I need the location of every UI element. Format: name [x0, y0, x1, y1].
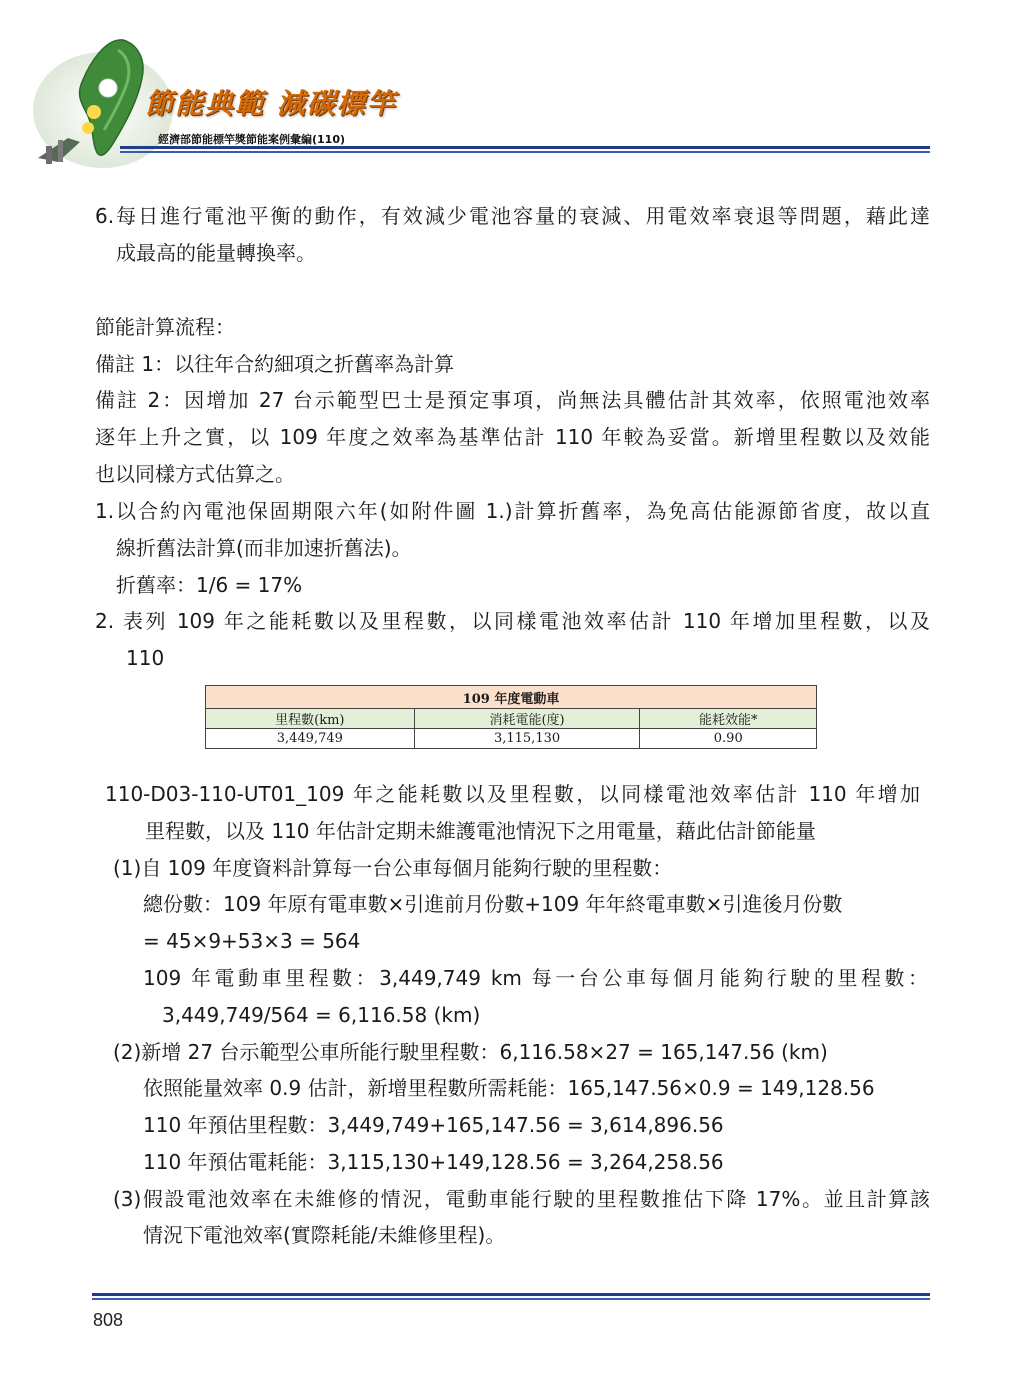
- item-2-line1: 2. 表列 109 年之能耗數以及里程數，以同樣電池效率估計 110 年增加里程數，以及: [95, 609, 930, 633]
- item-1-line2: 線折舊法計算(而非加速折舊法)。: [116, 536, 412, 560]
- note-2-line3: 也以同樣方式估算之。: [95, 462, 295, 486]
- section-2-line1: 依照能量效率 0.9 估計，新增里程數所需耗能：165,147.56×0.9 = 149,128.56: [143, 1076, 875, 1100]
- note-2-line2: 逐年上升之實，以 109 年度之效率為基準估計 110 年較為妥當。新增里程數以及效能: [95, 425, 930, 449]
- paragraph-6-line2: 成最高的能量轉換率。: [116, 241, 316, 265]
- table-note-line2: 里程數，以及 110 年估計定期未維護電池情況下之用電量，藉此估計節能量: [145, 819, 816, 843]
- note-2-line1: 備註 2：因增加 27 台示範型巴士是預定事項，尚無法具體估計其效率，依照電池效率: [95, 388, 930, 412]
- ev-2020-table: [205, 685, 817, 749]
- table-header-mileage: 里程數(km): [206, 709, 415, 729]
- flow-title: 節能計算流程：: [95, 315, 235, 339]
- section-2-line2: 110 年預估里程數：3,449,749+165,147.56 = 3,614,896.56: [143, 1113, 724, 1137]
- section-3-line1: (3)假設電池效率在未維修的情況，電動車能行駛的里程數推估下降 17%。並且計算該: [113, 1187, 930, 1211]
- table-cell-efficiency: 0.90: [640, 729, 817, 749]
- section-1-line1: 總份數：109 年原有電車數×引進前月份數+109 年年終電車數×引進後月份數: [143, 892, 843, 916]
- header-title: 節能典範 減碳標竿: [145, 87, 397, 120]
- item-2-line2: 110: [126, 646, 165, 670]
- header-divider: [120, 146, 930, 149]
- table-note-line1: 110-D03-110-UT01_109 年之能耗數以及里程數，以同樣電池效率估計 110 年增加: [105, 782, 920, 806]
- section-1-title: (1)自 109 年度資料計算每一台公車每個月能夠行駛的里程數：: [113, 856, 673, 880]
- depreciation-rate: 折舊率：1/6 = 17%: [116, 573, 303, 597]
- page-number: 808: [93, 1310, 124, 1330]
- item-1-line1: 1.以合約內電池保固期限六年(如附件圖 1.)計算折舊率，為免高估能源節省度，故以直: [95, 499, 930, 523]
- table-cell-mileage: 3,449,749: [206, 729, 415, 749]
- paragraph-6-line1: 6.每日進行電池平衡的動作，有效減少電池容量的衰減、用電效率衰退等問題，藉此達: [95, 204, 930, 228]
- section-3-line2: 情況下電池效率(實際耗能/未維修里程)。: [143, 1223, 506, 1247]
- header-subtitle: 經濟部節能標竿獎節能案例彙編(110): [158, 133, 346, 146]
- section-1-line2: = 45×9+53×3 = 564: [143, 929, 361, 953]
- section-1-line4: 3,449,749/564 = 6,116.58 (km): [162, 1003, 481, 1027]
- table-header-efficiency: 能耗效能*: [640, 709, 817, 729]
- table-caption: 109 年度電動車: [206, 686, 817, 709]
- table-header-energy: 消耗電能(度): [414, 709, 640, 729]
- table-cell-energy: 3,115,130: [414, 729, 640, 749]
- note-1: 備註 1：以往年合約細項之折舊率為計算: [95, 352, 455, 376]
- footer-divider-secondary: [92, 1298, 930, 1300]
- section-1-line3: 109 年電動車里程數：3,449,749 km 每一台公車每個月能夠行駛的里程數：: [143, 966, 928, 990]
- section-2-title: (2)新增 27 台示範型公車所能行駛里程數：6,116.58×27 = 165,147.56 (km): [113, 1040, 828, 1064]
- page-header: [0, 0, 1024, 175]
- footer-divider: [92, 1293, 930, 1296]
- section-2-line3: 110 年預估電耗能：3,115,130+149,128.56 = 3,264,258.56: [143, 1150, 724, 1174]
- header-divider-secondary: [120, 151, 930, 153]
